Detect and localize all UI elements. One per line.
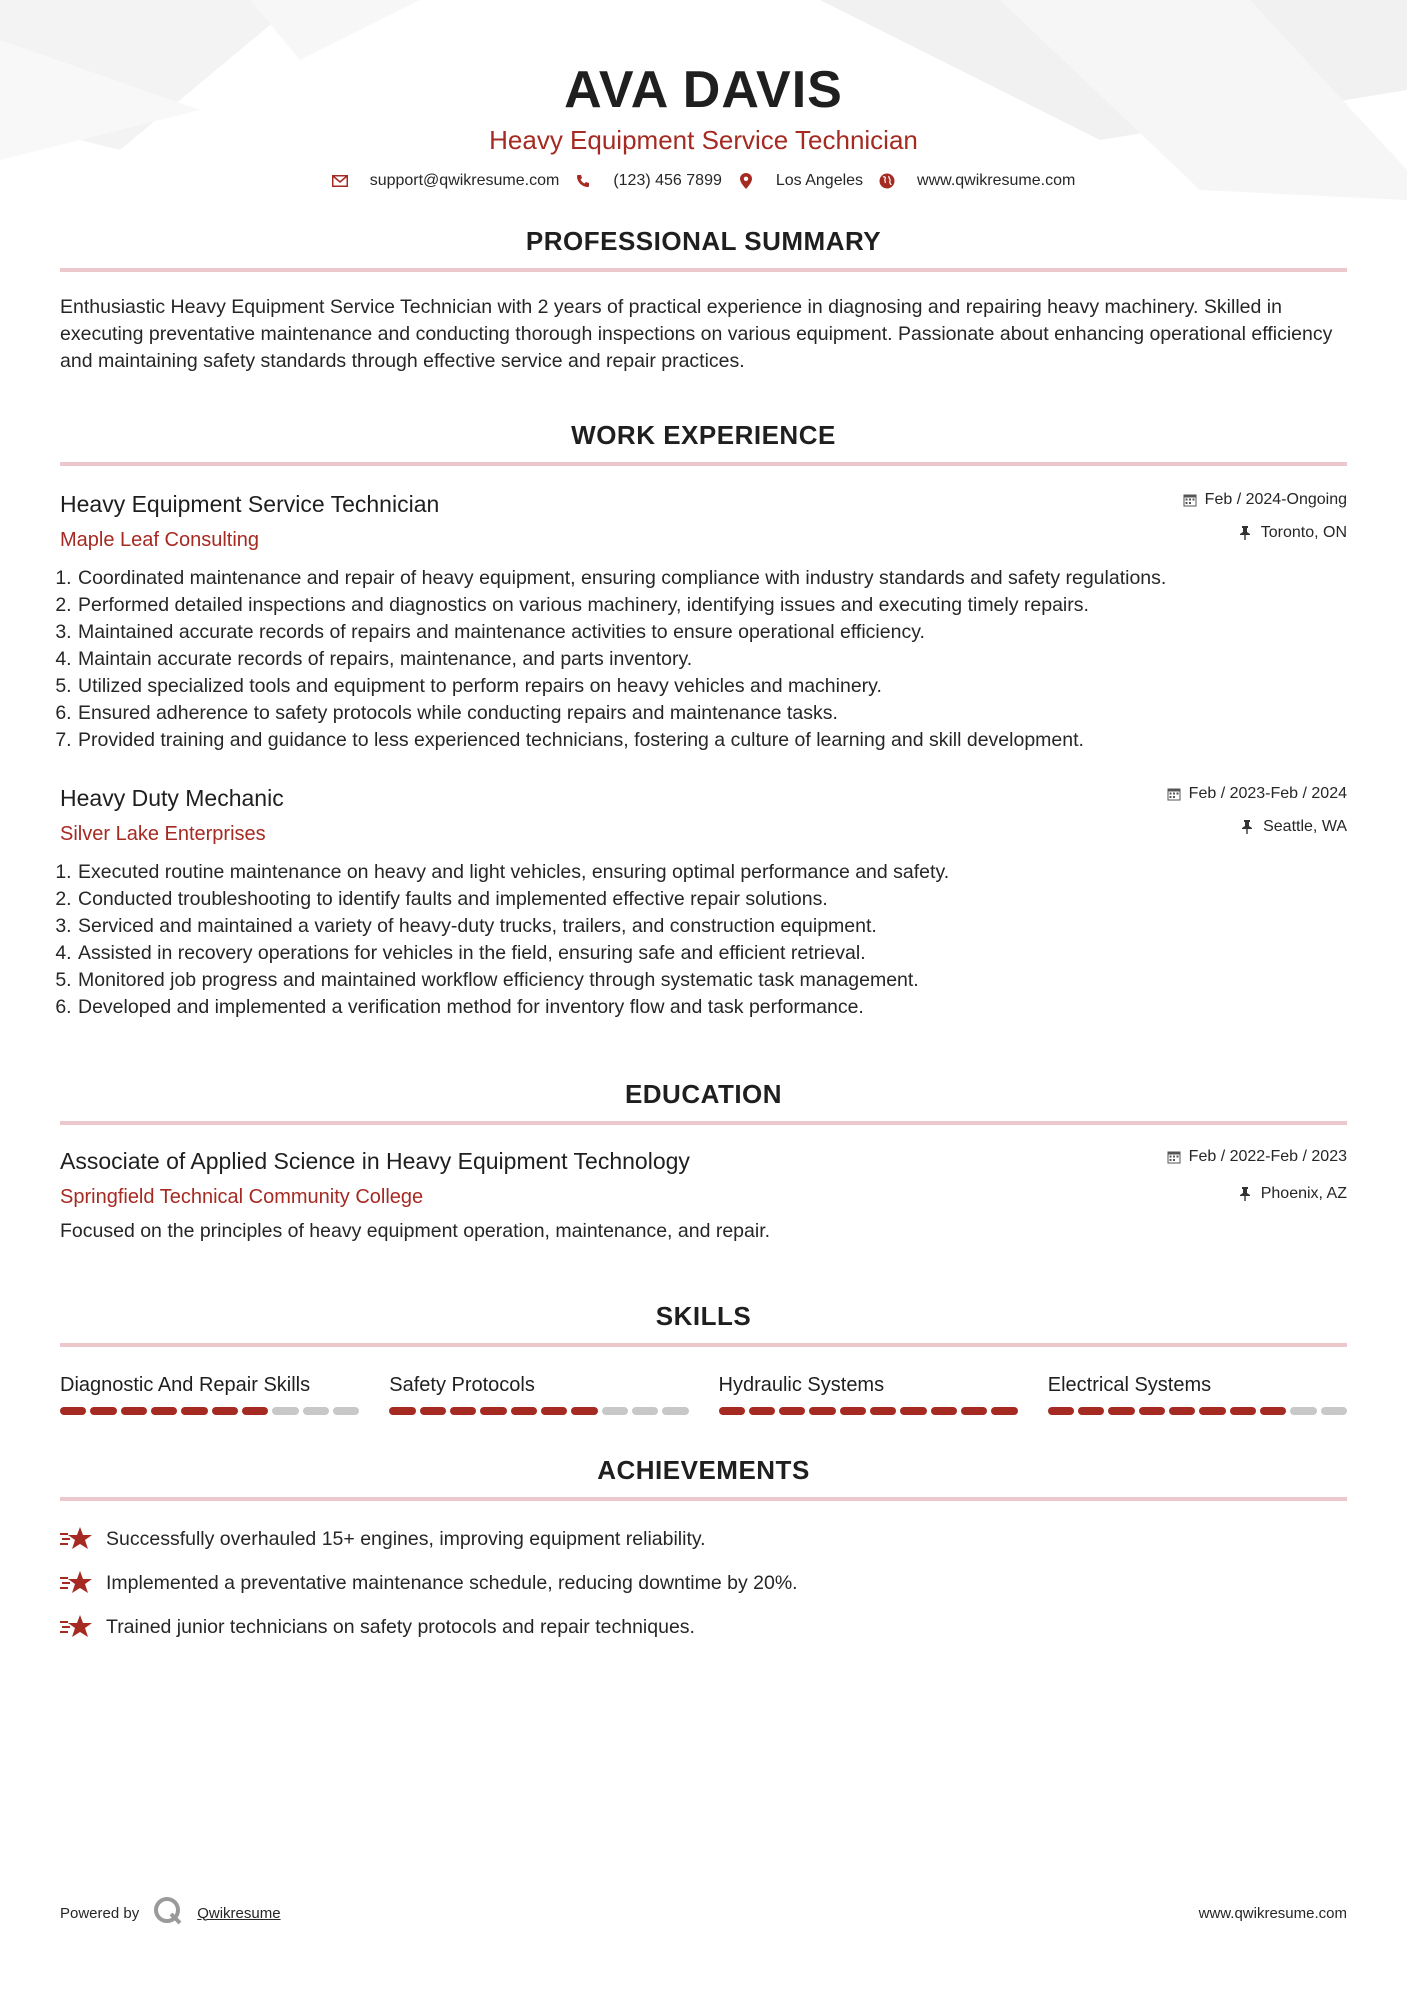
skill-level-bar — [389, 1407, 688, 1415]
qwikresume-logo-icon[interactable] — [153, 1896, 183, 1930]
list-item: 4. Assisted in recovery operations for vehicles in the field, ensuring safe and efficient retrieval. — [77, 940, 1347, 967]
pushpin-icon — [1241, 820, 1255, 834]
skill-segment-filled — [1048, 1407, 1074, 1415]
list-item: 5. Utilized specialized tools and equipment to perform repairs on heavy vehicles and machinery. — [77, 673, 1347, 700]
skill-segment-filled — [1078, 1407, 1104, 1415]
section-heading: ACHIEVEMENTS — [597, 1455, 810, 1485]
list-item: 2. Conducted troubleshooting to identify faults and implemented effective repair solutions. — [77, 886, 1347, 913]
skill-segment-filled — [389, 1407, 415, 1415]
job-bullets — [60, 565, 1347, 754]
job-title: Heavy Equipment Service Technician — [60, 491, 440, 517]
job-title: Heavy Duty Mechanic — [60, 785, 284, 811]
skill-segment-filled — [480, 1407, 506, 1415]
resume-header — [60, 0, 1347, 190]
contact-email[interactable] — [332, 172, 560, 190]
shooting-star-icon — [60, 1524, 94, 1554]
section-divider — [60, 268, 1347, 272]
skill-segment-filled — [749, 1407, 775, 1415]
list-item: 1. Executed routine maintenance on heavy and light vehicles, ensuring optimal performance and safety. — [77, 859, 1347, 886]
company-name: Silver Lake Enterprises — [60, 823, 266, 845]
skill-level-bar — [60, 1407, 359, 1415]
education-section — [60, 1079, 1347, 1245]
skill-segment-empty — [272, 1407, 298, 1415]
skill-segment-filled — [151, 1407, 177, 1415]
section-divider — [60, 1497, 1347, 1501]
achievements-section — [60, 1455, 1347, 1649]
contact-phone[interactable] — [575, 172, 722, 190]
contact-location — [738, 172, 863, 190]
degree-title: Associate of Applied Science in Heavy Equipment Technology — [60, 1148, 690, 1174]
envelope-icon — [332, 173, 348, 189]
skill-segment-filled — [60, 1407, 86, 1415]
section-heading: PROFESSIONAL SUMMARY — [525, 226, 882, 256]
skills-section — [60, 1301, 1347, 1415]
list-item: 3. Serviced and maintained a variety of heavy-duty trucks, trailers, and construction equipment. — [77, 913, 1347, 940]
skill-segment-filled — [511, 1407, 537, 1415]
skill-segment-empty — [333, 1407, 359, 1415]
skill-item — [389, 1373, 688, 1415]
summary-section — [60, 226, 1347, 375]
skill-segment-filled — [991, 1407, 1017, 1415]
list-item: 7. Provided training and guidance to less experienced technicians, fostering a culture of learning and skill development. — [77, 727, 1347, 754]
skill-name: Safety Protocols — [389, 1374, 535, 1396]
list-item: 2. Performed detailed inspections and diagnostics on various machinery, identifying issues and executing timely repairs. — [77, 592, 1347, 619]
skill-segment-filled — [779, 1407, 805, 1415]
skill-segment-filled — [809, 1407, 835, 1415]
skill-segment-empty — [1321, 1407, 1347, 1415]
skill-segment-filled — [1139, 1407, 1165, 1415]
achievement-text: Trained junior technicians on safety protocols and repair techniques. — [106, 1615, 695, 1638]
skill-segment-filled — [450, 1407, 476, 1415]
skill-segment-filled — [242, 1407, 268, 1415]
location-text: Los Angeles — [775, 172, 864, 189]
section-divider — [60, 462, 1347, 466]
skill-segment-empty — [303, 1407, 329, 1415]
education-entry — [60, 1147, 1347, 1245]
skill-segment-filled — [719, 1407, 745, 1415]
section-heading: WORK EXPERIENCE — [571, 420, 836, 450]
calendar-icon — [1183, 493, 1197, 507]
experience-section — [60, 420, 1347, 1021]
education-dates: Feb / 2022-Feb / 2023 — [1188, 1148, 1347, 1165]
skill-segment-filled — [1108, 1407, 1134, 1415]
skill-segment-empty — [1290, 1407, 1316, 1415]
calendar-icon — [1167, 1150, 1181, 1164]
job-bullets — [60, 859, 1347, 1021]
summary-text: Enthusiastic Heavy Equipment Service Technician with 2 years of practical experience in diagnosing and repairing heavy machinery. Skilled in executing preventative maintenance and conducting thorough inspections on various equipment. Passionate about enhancing operational efficiency and maintaining safety standards through effective service and repair practices. — [60, 296, 1333, 372]
school-name: Springfield Technical Community College — [60, 1186, 424, 1208]
skill-segment-filled — [420, 1407, 446, 1415]
skill-name: Hydraulic Systems — [718, 1374, 885, 1396]
pushpin-icon — [1239, 526, 1253, 540]
education-description: Focused on the principles of heavy equipment operation, maintenance, and repair. — [60, 1220, 771, 1242]
skill-segment-filled — [121, 1407, 147, 1415]
map-pin-icon — [738, 173, 754, 189]
skill-segment-filled — [870, 1407, 896, 1415]
candidate-title: Heavy Equipment Service Technician — [489, 125, 918, 155]
skill-segment-filled — [1260, 1407, 1286, 1415]
website-text: www.qwikresume.com — [917, 172, 1076, 189]
job-dates: Feb / 2024-Ongoing — [1204, 491, 1347, 508]
skill-segment-filled — [1169, 1407, 1195, 1415]
skill-item — [719, 1373, 1018, 1415]
company-name: Maple Leaf Consulting — [60, 529, 260, 551]
skill-segment-filled — [961, 1407, 987, 1415]
section-heading: EDUCATION — [624, 1079, 783, 1109]
job-entry — [60, 784, 1347, 1021]
list-item — [60, 1517, 1347, 1561]
skill-segment-empty — [602, 1407, 628, 1415]
candidate-name: AVA DAVIS — [564, 61, 843, 119]
achievement-text: Implemented a preventative maintenance schedule, reducing downtime by 20%. — [106, 1571, 798, 1594]
brand-link[interactable]: Qwikresume — [197, 1904, 281, 1922]
skill-name: Electrical Systems — [1047, 1374, 1212, 1396]
skill-segment-empty — [632, 1407, 658, 1415]
list-item: 6. Developed and implemented a verification method for inventory flow and task performance. — [77, 994, 1347, 1021]
globe-icon — [879, 173, 895, 189]
list-item: 3. Maintained accurate records of repairs and maintenance activities to ensure operational efficiency. — [77, 619, 1347, 646]
powered-by-label: Powered by — [60, 1904, 140, 1922]
job-location: Seattle, WA — [1263, 818, 1347, 835]
list-item — [60, 1561, 1347, 1605]
email-text: support@qwikresume.com — [369, 172, 560, 189]
list-item: 1. Coordinated maintenance and repair of heavy equipment, ensuring compliance with industry standards and safety regulations. — [77, 565, 1347, 592]
education-location: Phoenix, AZ — [1260, 1185, 1347, 1202]
skill-segment-filled — [212, 1407, 238, 1415]
achievements-list — [60, 1517, 1347, 1649]
list-item: 4. Maintain accurate records of repairs, maintenance, and parts inventory. — [77, 646, 1347, 673]
skill-segment-filled — [840, 1407, 866, 1415]
skill-item — [60, 1373, 359, 1415]
list-item: 6. Ensured adherence to safety protocols while conducting repairs and maintenance tasks. — [77, 700, 1347, 727]
phone-icon — [575, 173, 591, 189]
list-item — [60, 1605, 1347, 1649]
job-dates: Feb / 2023-Feb / 2024 — [1188, 785, 1347, 802]
skill-segment-filled — [900, 1407, 926, 1415]
list-item: 5. Monitored job progress and maintained workflow efficiency through systematic task management. — [77, 967, 1347, 994]
shooting-star-icon — [60, 1568, 94, 1598]
skills-row — [60, 1373, 1347, 1415]
section-heading: SKILLS — [655, 1301, 752, 1331]
skill-segment-filled — [541, 1407, 567, 1415]
skill-item — [1048, 1373, 1347, 1415]
job-location: Toronto, ON — [1260, 524, 1347, 541]
pushpin-icon — [1239, 1187, 1253, 1201]
skill-segment-empty — [662, 1407, 688, 1415]
section-divider — [60, 1121, 1347, 1125]
contact-website[interactable] — [879, 172, 1075, 190]
calendar-icon — [1167, 787, 1181, 801]
shooting-star-icon — [60, 1612, 94, 1642]
footer-website[interactable]: www.qwikresume.com — [1198, 1904, 1347, 1922]
achievement-text: Successfully overhauled 15+ engines, improving equipment reliability. — [106, 1527, 706, 1550]
skill-segment-filled — [571, 1407, 597, 1415]
skill-segment-filled — [181, 1407, 207, 1415]
phone-text: (123) 456 7899 — [613, 172, 722, 189]
footer — [60, 1896, 1347, 1930]
skill-level-bar — [719, 1407, 1018, 1415]
skill-segment-filled — [1230, 1407, 1256, 1415]
skill-name: Diagnostic And Repair Skills — [60, 1374, 311, 1396]
skill-level-bar — [1048, 1407, 1347, 1415]
skill-segment-filled — [1199, 1407, 1225, 1415]
skill-segment-filled — [90, 1407, 116, 1415]
skill-segment-filled — [931, 1407, 957, 1415]
section-divider — [60, 1343, 1347, 1347]
job-entry — [60, 490, 1347, 754]
contact-bar — [60, 172, 1347, 190]
